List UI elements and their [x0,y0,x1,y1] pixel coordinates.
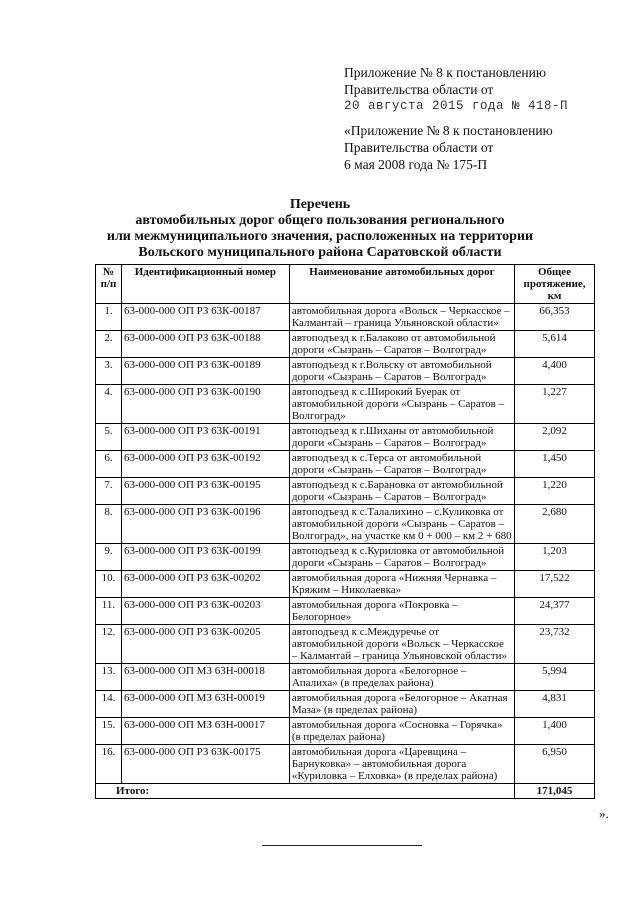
row-id: 63-000-000 ОП РЗ 63К-00203 [121,598,289,625]
row-length: 2,092 [515,424,595,451]
row-length: 1,220 [515,478,595,505]
closing-quote: ». [599,806,609,821]
row-length: 1,227 [515,385,595,424]
row-id: 63-000-000 ОП РЗ 63К-00195 [121,478,289,505]
table-row [96,505,595,544]
row-name: автомобильная дорога «Покровка – Белогорное» [289,598,514,625]
row-num: 2. [96,331,122,358]
appendix-original-line3: 6 мая 2008 года № 175-П [344,157,488,172]
row-length: 2,680 [515,505,595,544]
table-row [96,478,595,505]
total-value: 171,045 [515,784,595,799]
table-row [96,451,595,478]
row-id: 63-000-000 ОП РЗ 63К-00192 [121,451,289,478]
signature-line [262,845,422,846]
row-name: автоподъезд к с.Куриловка от автомобильной дороги «Сызрань – Саратов – Волгоград» [289,544,514,571]
row-num: 8. [96,505,122,544]
appendix-original-line2: Правительства области от [344,140,494,155]
header-name: Наименование автомобильных дорог [289,265,514,304]
appendix-current-block [344,64,568,115]
row-num: 4. [96,385,122,424]
row-length: 1,203 [515,544,595,571]
row-name: автомобильная дорога «Белогорное – Акатная Маза» (в пределах района) [289,691,514,718]
row-id: 63-000-000 ОП МЗ 63Н-00019 [121,691,289,718]
table-row [96,385,595,424]
row-id: 63-000-000 ОП РЗ 63К-00199 [121,544,289,571]
table-row [96,424,595,451]
row-length: 6,950 [515,745,595,784]
table-row [96,358,595,385]
row-id: 63-000-000 ОП РЗ 63К-00188 [121,331,289,358]
appendix-original-block [344,122,553,173]
table-row [96,664,595,691]
title-line2: автомобильных дорог общего пользования регионального [135,213,505,228]
row-num: 5. [96,424,122,451]
appendix-current-line2: Правительства области от [344,82,494,97]
table-row [96,331,595,358]
row-name: автоподъезд к с.Талалихино – с.Куликовка от автомобильной дороги «Сызрань – Саратов – Волгоград», на участке км 0 + 000 – км 2 + 680 [289,505,514,544]
roads-table [95,264,595,799]
row-num: 9. [96,544,122,571]
row-length: 66,353 [515,304,595,331]
title-line1: Перечень [289,197,351,212]
row-name: автоподъезд к с.Широкий Буерак от автомобильной дороги «Сызрань – Саратов – Волгоград» [289,385,514,424]
row-num: 12. [96,625,122,664]
row-length: 23,732 [515,625,595,664]
title-line4: Вольского муниципального района Саратовской области [138,245,502,260]
document-title [60,197,580,261]
row-name: автоподъезд к г.Шиханы от автомобильной дороги «Сызрань – Саратов – Волгоград» [289,424,514,451]
table-row [96,598,595,625]
table-row [96,571,595,598]
appendix-original-line1: «Приложение № 8 к постановлению [344,123,553,138]
row-id: 63-000-000 ОП РЗ 63К-00190 [121,385,289,424]
row-num: 7. [96,478,122,505]
appendix-current-date: 20 августа 2015 года № 418-П [344,99,569,113]
row-name: автоподъезд к с.Барановка от автомобильной дороги «Сызрань – Саратов – Волгоград» [289,478,514,505]
row-length: 4,831 [515,691,595,718]
header-length: Общее протяжение, км [515,265,595,304]
table-row [96,745,595,784]
table-row [96,718,595,745]
row-length: 24,377 [515,598,595,625]
row-id: 63-000-000 ОП РЗ 63К-00202 [121,571,289,598]
row-num: 11. [96,598,122,625]
row-name: автоподъезд к с.Терса от автомобильной дороги «Сызрань – Саратов – Волгоград» [289,451,514,478]
table-header-row [96,265,595,304]
row-name: автоподъезд к с.Междуречье от автомобильной дороги «Вольск – Черкасское – Калмантай – граница Ульяновской области» [289,625,514,664]
table-row [96,544,595,571]
row-id: 63-000-000 ОП МЗ 63Н-00018 [121,664,289,691]
row-id: 63-000-000 ОП РЗ 63К-00175 [121,745,289,784]
row-id: 63-000-000 ОП РЗ 63К-00191 [121,424,289,451]
row-length: 1,450 [515,451,595,478]
row-id: 63-000-000 ОП РЗ 63К-00187 [121,304,289,331]
table-row [96,691,595,718]
total-label: Итого: [96,784,515,799]
row-num: 14. [96,691,122,718]
row-length: 4,400 [515,358,595,385]
row-id: 63-000-000 ОП РЗ 63К-00205 [121,625,289,664]
row-length: 5,614 [515,331,595,358]
row-id: 63-000-000 ОП МЗ 63Н-00017 [121,718,289,745]
row-num: 1. [96,304,122,331]
row-num: 6. [96,451,122,478]
row-num: 15. [96,718,122,745]
total-row [96,784,595,799]
row-id: 63-000-000 ОП РЗ 63К-00189 [121,358,289,385]
row-name: автомобильная дорога «Нижняя Чернавка – Кряжим – Николаевка» [289,571,514,598]
row-num: 3. [96,358,122,385]
header-num: № п/п [96,265,122,304]
row-name: автомобильная дорога «Царевщина – Барнуковка» – автомобильная дорога «Куриловка – Елховка» (в пределах района) [289,745,514,784]
row-length: 17,522 [515,571,595,598]
table-row [96,304,595,331]
row-name: автоподъезд к г.Балаково от автомобильной дороги «Сызрань – Саратов – Волгоград» [289,331,514,358]
title-line3: или межмуниципального значения, расположенных на территории [106,229,534,244]
row-length: 5,994 [515,664,595,691]
row-name: автомобильная дорога «Белогорное – Апалиха» (в пределах района) [289,664,514,691]
appendix-current-line1: Приложение № 8 к постановлению [344,65,546,80]
row-num: 10. [96,571,122,598]
table-row [96,625,595,664]
row-name: автомобильная дорога «Сосновка – Горячка» (в пределах района) [289,718,514,745]
row-name: автоподъезд к г.Вольску от автомобильной дороги «Сызрань – Саратов – Волгоград» [289,358,514,385]
row-num: 13. [96,664,122,691]
row-id: 63-000-000 ОП РЗ 63К-00196 [121,505,289,544]
header-id: Идентификационный номер [121,265,289,304]
row-length: 1,400 [515,718,595,745]
row-num: 16. [96,745,122,784]
row-name: автомобильная дорога «Вольск – Черкасское – Калмантай – граница Ульяновской области» [289,304,514,331]
